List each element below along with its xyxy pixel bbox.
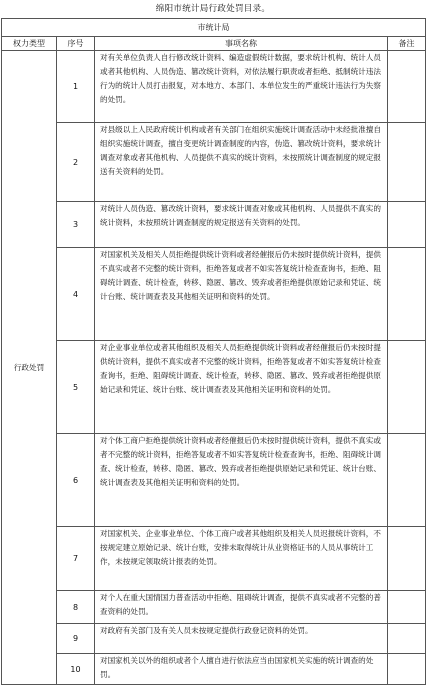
- item-number: 3: [57, 202, 95, 248]
- remarks-cell: [388, 51, 426, 123]
- remarks-cell: [388, 341, 426, 434]
- table-row: [2, 341, 426, 434]
- remarks-cell: [388, 624, 426, 654]
- remarks-cell: [388, 527, 426, 591]
- item-text: 对国家机关、企业事业单位、个体工商户或者其他组织及相关人员迟报统计资料，不按规定建立原始记录、统计台账，安排未取得统计从业资格证书的人员从事统计工作，未按规定领取统计报表的处罚。: [95, 527, 388, 591]
- remarks-cell: [388, 591, 426, 624]
- item-text: 对个人在重大国情国力普查活动中拒绝、阻碍统计调查，提供不真实或者不完整的普查资料的处罚。: [95, 591, 388, 624]
- table-row: [2, 51, 426, 123]
- table-row: [2, 527, 426, 591]
- item-number: 7: [57, 527, 95, 591]
- remarks-cell: [388, 202, 426, 248]
- header-row: [2, 37, 426, 51]
- item-number: 8: [57, 591, 95, 624]
- header-seq: 序号: [57, 37, 95, 51]
- item-number: 5: [57, 341, 95, 434]
- document-title: 绵阳市统计局行政处罚目录。: [155, 4, 271, 14]
- item-text: 对政府有关部门及有关人员未按规定提供行政登记资料的处罚。: [95, 624, 388, 654]
- remarks-cell: [388, 123, 426, 202]
- table-row: [2, 591, 426, 624]
- item-number: 6: [57, 434, 95, 527]
- item-number: 10: [57, 654, 95, 685]
- table-row: [2, 434, 426, 527]
- item-number: 2: [57, 123, 95, 202]
- item-number: 4: [57, 248, 95, 341]
- header-item-name: 事项名称: [95, 37, 388, 51]
- table-row: [2, 624, 426, 654]
- penalty-table: [1, 18, 426, 685]
- table-row: [2, 654, 426, 685]
- item-text: 对统计人员伪造、篡改统计资料，要求统计调查对象或其他机构、人员提供不真实的统计资料，未按照统计调查制度的规定报送有关资料的处罚。: [95, 202, 388, 248]
- item-text: 对个体工商户拒绝提供统计资料或者经催报后仍未按时提供统计资料，提供不真实或者不完整的统计资料，拒绝答复或者不如实答复统计检查查询书，拒绝、阻碍统计调查、统计检查，转移、隐匿、篡改、毁弃或者拒绝提供原始记录和凭证、统计台账、统计调查表及其他相关证明和资料的处罚。: [95, 434, 388, 527]
- item-text: 对有关单位负责人自行修改统计资料、编造虚假统计数据，要求统计机构、统计人员或者其他机构、人员伪造、篡改统计资料，对依法履行职责或者拒绝、抵制统计违法行为的统计人员打击报复，对本地方、本部门、本单位发生的严重统计违法行为失察的处罚。: [95, 51, 388, 123]
- remarks-cell: [388, 654, 426, 685]
- power-type-cell: 行政处罚: [2, 51, 57, 685]
- item-number: 9: [57, 624, 95, 654]
- item-number: 1: [57, 51, 95, 123]
- remarks-cell: [388, 434, 426, 527]
- item-text: 对国家机关以外的组织或者个人擅自进行依法应当由国家机关实施的统计调查的处罚。: [95, 654, 388, 685]
- agency-name: 市统计局: [2, 19, 426, 37]
- item-text: 对国家机关及相关人员拒绝提供统计资料或者经催报后仍未按时提供统计资料，提供不真实或者不完整的统计资料，拒绝答复或者不如实答复统计检查查询书，拒绝、阻碍统计调查、统计检查，转移、隐匿、篡改、毁弃或者拒绝提供原始记录和凭证、统计台账、统计调查表及其他相关证明和资料的处罚。: [95, 248, 388, 341]
- table-row: [2, 248, 426, 341]
- table-row: [2, 202, 426, 248]
- item-text: 对企业事业单位或者其他组织及相关人员拒绝提供统计资料或者经催报后仍未按时提供统计资料，提供不真实或者不完整的统计资料，拒绝答复或者不如实答复统计检查查询书，拒绝、阻碍统计调查、统计检查，转移、隐匿、篡改、毁弃或者拒绝提供原始记录和凭证、统计台账、统计调查表及其他相关证明和资料的处罚。: [95, 341, 388, 434]
- remarks-cell: [388, 248, 426, 341]
- table-row: [2, 123, 426, 202]
- header-power-type: 权力类型: [2, 37, 57, 51]
- item-text: 对县级以上人民政府统计机构或者有关部门在组织实施统计调查活动中未经批准擅自组织实施统计调查，擅自变更统计调查制度的内容，伪造、篡改统计资料，要求统计调查对象或者其他机构、人员提供不真实的统计资料，未按照统计调查制度的规定报送有关资料的处罚。: [95, 123, 388, 202]
- agency-row: [2, 19, 426, 37]
- header-remarks: 备注: [388, 37, 426, 51]
